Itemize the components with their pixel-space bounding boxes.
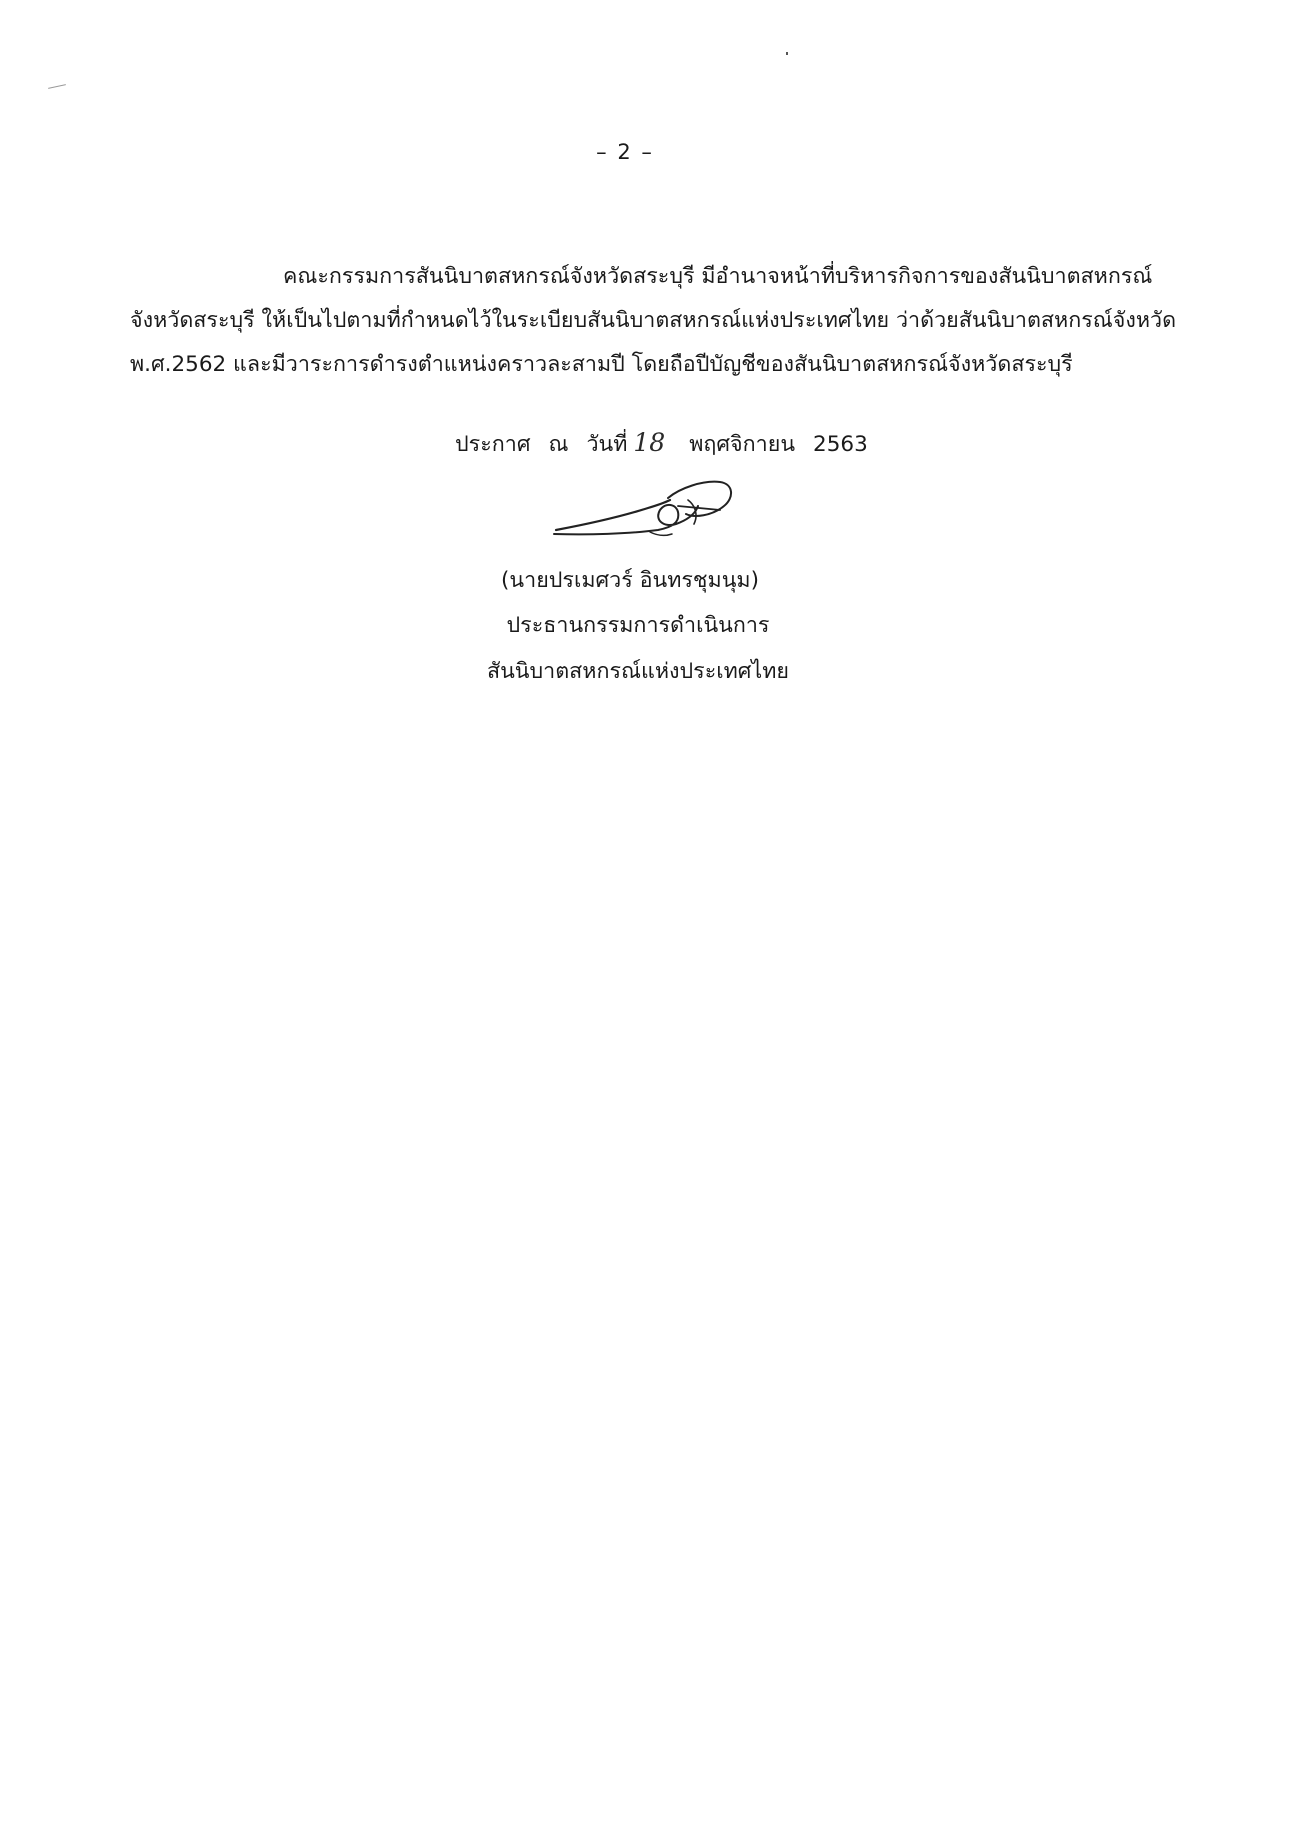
announcement-line <box>455 428 868 460</box>
signatory-name: (นายปรเมศวร์ อินทรชุมนุม) <box>501 568 759 593</box>
signatory-organization: สันนิบาตสหกรณ์แห่งประเทศไทย <box>486 659 790 684</box>
announcement-month: พฤศจิกายน <box>689 432 796 457</box>
signatory-title: ประธานกรรมการดำเนินการ <box>506 613 770 638</box>
page-number: – 2 – <box>596 140 654 164</box>
announcement-prefix: ประกาศ <box>455 432 531 457</box>
announcement-at: ณ <box>548 432 569 457</box>
handwritten-signature <box>548 472 738 552</box>
body-paragraph-line: พ.ศ.2562 และมีวาระการดำรงตำแหน่งคราวละสามปี โดยถือปีบัญชีของสันนิบาตสหกรณ์จังหวัดสระบุรี <box>130 352 1073 377</box>
scan-mark <box>786 52 788 55</box>
scan-mark <box>48 84 66 89</box>
announcement-day-label: วันที่ <box>586 432 628 457</box>
body-paragraph-line: คณะกรรมการสันนิบาตสหกรณ์จังหวัดสระบุรี มีอำนาจหน้าที่บริหารกิจการของสันนิบาตสหกรณ์ <box>283 264 1153 289</box>
handwritten-day: 18 <box>633 428 666 457</box>
body-paragraph-line: จังหวัดสระบุรี ให้เป็นไปตามที่กำหนดไว้ในระเบียบสันนิบาตสหกรณ์แห่งประเทศไทย ว่าด้วยสันนิบาตสหกรณ์จังหวัด <box>130 308 1177 333</box>
announcement-year: 2563 <box>813 432 868 457</box>
